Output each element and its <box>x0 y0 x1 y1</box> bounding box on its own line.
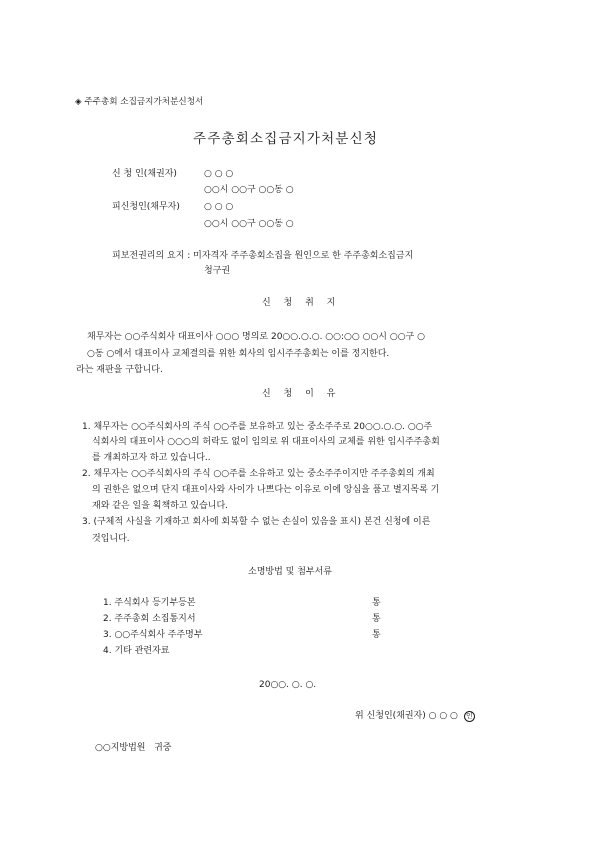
reason-line: 를 개최하고자 하고 있습니다.. <box>92 453 211 463</box>
reason-line: 2. 채무자는 ○○주식회사의 주식 ○○주를 소유하고 있는 중소주주이지만 주주총회의 개최 <box>82 469 435 479</box>
purpose-line: 채무자는 ○○주식회사 대표이사 ○○○ 명의로 20○○.○.○. ○○:○○ ○○시 ○○구 ○ <box>87 332 425 342</box>
applicant-name: ○ ○ ○ <box>204 169 234 179</box>
reason-line: 1. 채무자는 ○○주식회사의 주식 ○○주를 보유하고 있는 중소주주로 20○○.○.○. ○○주 <box>82 422 433 432</box>
evidence-unit: 통 <box>372 630 381 640</box>
evidence-unit: 통 <box>372 614 381 624</box>
filing-date: 20○○. ○. ○. <box>259 680 317 690</box>
section-heading-evidence: 소명방법 및 첨부서류 <box>248 567 332 577</box>
reason-line: 것입니다. <box>92 534 130 544</box>
signature-line <box>355 711 475 722</box>
preserved-right-line: 청구권 <box>204 266 231 276</box>
evidence-item: 3. ○○주식회사 주주명부 <box>103 630 203 640</box>
reason-line: 의 권한은 없으며 단지 대표이사와 사이가 나쁘다는 이유로 이에 앙심을 품고 별지목록 기 <box>92 485 440 495</box>
document-tag: ◈ 주주총회 소집금지가처분신청서 <box>75 97 204 107</box>
section-heading-purpose: 신 청 취 지 <box>262 298 341 308</box>
seal-mark: 인 <box>464 711 475 722</box>
purpose-line: 라는 재판을 구합니다. <box>76 365 163 375</box>
court-addressee: ○○지방법원 귀중 <box>95 743 172 753</box>
evidence-item: 1. 주식회사 등기부등본 <box>103 598 196 608</box>
respondent-address: ○○시 ○○구 ○○동 ○ <box>204 219 294 229</box>
section-heading-reasons: 신 청 이 유 <box>262 389 341 399</box>
signature-text: 위 신청인(채권자) ○ ○ ○ <box>355 711 458 721</box>
respondent-label: 피신청인(채무자) <box>112 202 180 212</box>
reason-line: 3. (구체적 사실을 기재하고 회사에 회복할 수 없는 손실이 있음을 표시) 본건 신청에 이른 <box>82 517 431 527</box>
evidence-unit: 통 <box>372 598 381 608</box>
applicant-address: ○○시 ○○구 ○○동 ○ <box>204 185 294 195</box>
preserved-right-line: 피보전권리의 요지 : 미자격자 주주총회소집을 원인으로 한 주주총회소집금지 <box>112 251 414 261</box>
evidence-item: 4. 기타 관련자료 <box>103 646 170 656</box>
evidence-item: 2. 주주총회 소집통지서 <box>103 614 196 624</box>
reason-line: 식회사의 대표이사 ○○○의 허락도 없이 임의로 위 대표이사의 교체를 위한 임시주주총회 <box>92 437 440 447</box>
respondent-name: ○ ○ ○ <box>204 202 234 212</box>
purpose-line: ○동 ○에서 대표이사 교체결의를 위한 회사의 임시주주총회는 이를 정지한다. <box>87 349 390 359</box>
applicant-label: 신 청 인(채권자) <box>112 169 177 179</box>
reason-line: 재와 같은 일을 획책하고 있습니다. <box>92 501 229 511</box>
document-title: 주주총회소집금지가처분신청 <box>193 131 379 147</box>
